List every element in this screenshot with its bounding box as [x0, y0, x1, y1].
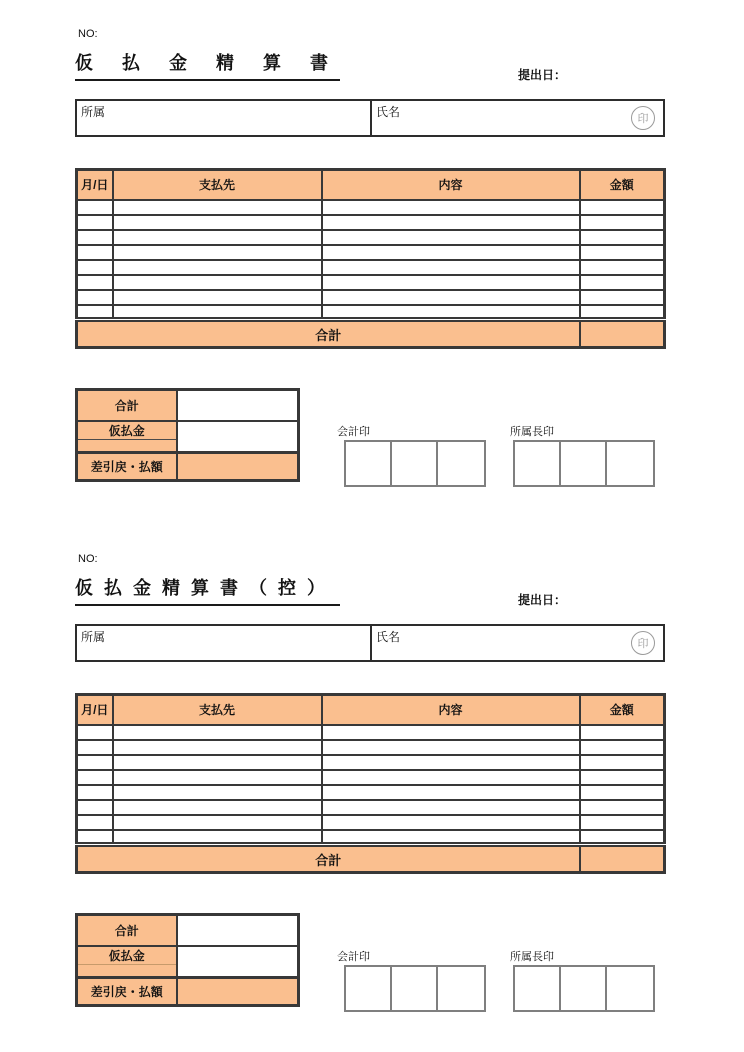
- entry-cell[interactable]: [322, 740, 580, 755]
- entry-cell[interactable]: [77, 215, 113, 230]
- table-row: [77, 725, 665, 740]
- manager-seal-box: [513, 440, 655, 487]
- table-row: [77, 230, 665, 245]
- department-label: 所属: [81, 105, 106, 119]
- entry-cell[interactable]: [322, 725, 580, 740]
- summary-balance-label: 差引戻・払額: [77, 452, 177, 480]
- submit-date-label: 提出日：: [518, 593, 567, 607]
- summary-total-cell[interactable]: [177, 390, 299, 421]
- summary-total-label: 合計: [77, 390, 177, 421]
- entry-cell[interactable]: [113, 230, 322, 245]
- column-header-amount: 金額: [580, 695, 665, 725]
- summary-balance-label: 差引戻・払額: [77, 977, 177, 1005]
- entry-cell[interactable]: [580, 740, 665, 755]
- accounting-seal-box: [344, 440, 486, 487]
- entry-cell[interactable]: [77, 770, 113, 785]
- submit-date-label: 提出日：: [518, 68, 567, 82]
- entry-cell[interactable]: [77, 230, 113, 245]
- table-row: [77, 770, 665, 785]
- seal-cell[interactable]: [438, 967, 484, 1010]
- table-row: [77, 815, 665, 830]
- entry-cell[interactable]: [77, 245, 113, 260]
- expense-table: [75, 168, 666, 349]
- entry-cell[interactable]: [113, 755, 322, 770]
- department-field[interactable]: [77, 101, 372, 135]
- table-row: [77, 290, 665, 305]
- entry-cell[interactable]: [580, 215, 665, 230]
- entry-cell[interactable]: [322, 260, 580, 275]
- seal-cell[interactable]: [346, 442, 392, 485]
- identity-box: [75, 624, 665, 662]
- seal-cell[interactable]: [607, 967, 653, 1010]
- entry-cell[interactable]: [580, 830, 665, 845]
- entry-cell[interactable]: [322, 815, 580, 830]
- entry-cell[interactable]: [113, 200, 322, 215]
- summary-table: [75, 913, 300, 1007]
- expense-table: [75, 693, 666, 874]
- entry-cell[interactable]: [113, 260, 322, 275]
- entry-cell[interactable]: [113, 305, 322, 320]
- table-row: [77, 200, 665, 215]
- manager-seal-label: 所属長印: [510, 951, 554, 963]
- accounting-seal-box: [344, 965, 486, 1012]
- manager-seal-box: [513, 965, 655, 1012]
- entry-cell[interactable]: [580, 260, 665, 275]
- entry-cell[interactable]: [113, 740, 322, 755]
- entry-cell[interactable]: [580, 815, 665, 830]
- seal-cell[interactable]: [561, 967, 607, 1010]
- table-row: [77, 260, 665, 275]
- header-row: [77, 170, 665, 200]
- seal-cell[interactable]: [607, 442, 653, 485]
- table-row: [77, 215, 665, 230]
- entry-cell[interactable]: [77, 815, 113, 830]
- no-label: NO:: [78, 28, 98, 40]
- entry-cell[interactable]: [77, 725, 113, 740]
- entry-cell[interactable]: [77, 275, 113, 290]
- name-field[interactable]: [372, 626, 663, 660]
- table-row: [77, 830, 665, 845]
- entry-cell[interactable]: [77, 755, 113, 770]
- entry-cell[interactable]: [580, 785, 665, 800]
- column-header-amount: 金額: [580, 170, 665, 200]
- accounting-seal-label: 会計印: [337, 426, 370, 438]
- department-label: 所属: [81, 630, 106, 644]
- table-row: [77, 245, 665, 260]
- table-row: [77, 740, 665, 755]
- entry-cell[interactable]: [322, 230, 580, 245]
- total-label: 合計: [77, 845, 580, 873]
- entry-cell[interactable]: [113, 290, 322, 305]
- entry-cell[interactable]: [580, 275, 665, 290]
- entry-cell[interactable]: [580, 290, 665, 305]
- summary-advance-label: 仮払金: [77, 946, 177, 965]
- seal-icon: 印: [631, 106, 655, 130]
- summary-total-label: 合計: [77, 915, 177, 946]
- entry-cell[interactable]: [322, 245, 580, 260]
- summary-balance-cell[interactable]: [177, 977, 299, 1005]
- entry-cell[interactable]: [322, 785, 580, 800]
- total-label: 合計: [77, 320, 580, 348]
- entry-cell[interactable]: [580, 245, 665, 260]
- column-header-date: 月/日: [77, 695, 113, 725]
- entry-cell[interactable]: [322, 200, 580, 215]
- entry-cell[interactable]: [580, 725, 665, 740]
- entry-cell[interactable]: [322, 290, 580, 305]
- entry-cell[interactable]: [322, 770, 580, 785]
- name-label: 氏名: [376, 630, 401, 644]
- entry-cell[interactable]: [77, 740, 113, 755]
- page-title: 仮 払 金 精 算 書: [75, 50, 340, 81]
- entry-cell[interactable]: [113, 815, 322, 830]
- entry-cell[interactable]: [580, 305, 665, 320]
- name-field[interactable]: [372, 101, 663, 135]
- summary-balance-cell[interactable]: [177, 452, 299, 480]
- seal-cell[interactable]: [438, 442, 484, 485]
- entry-cell[interactable]: [580, 800, 665, 815]
- entry-cell[interactable]: [113, 725, 322, 740]
- entry-cell[interactable]: [77, 800, 113, 815]
- table-row: [77, 305, 665, 320]
- entry-cell[interactable]: [322, 755, 580, 770]
- entry-cell[interactable]: [77, 830, 113, 845]
- entry-cell[interactable]: [580, 200, 665, 215]
- no-label: NO:: [78, 553, 98, 565]
- table-row: [77, 785, 665, 800]
- department-field[interactable]: [77, 626, 372, 660]
- summary-advance-sub-cell: [77, 964, 177, 977]
- entry-cell[interactable]: [322, 830, 580, 845]
- total-row: [77, 845, 665, 873]
- summary-advance-cell[interactable]: [177, 946, 299, 978]
- form-copy: [0, 525, 744, 1052]
- entry-cell[interactable]: [580, 230, 665, 245]
- seal-cell[interactable]: [392, 967, 438, 1010]
- entry-cell[interactable]: [113, 785, 322, 800]
- entry-cell[interactable]: [322, 215, 580, 230]
- entry-cell[interactable]: [77, 305, 113, 320]
- seal-cell[interactable]: [561, 442, 607, 485]
- summary-total-cell[interactable]: [177, 915, 299, 946]
- total-amount-cell[interactable]: [580, 845, 665, 873]
- entry-cell[interactable]: [77, 260, 113, 275]
- entry-cell[interactable]: [580, 770, 665, 785]
- seal-cell[interactable]: [515, 967, 561, 1010]
- entry-cell[interactable]: [113, 830, 322, 845]
- seal-cell[interactable]: [392, 442, 438, 485]
- entry-cell[interactable]: [322, 800, 580, 815]
- entry-cell[interactable]: [113, 800, 322, 815]
- entry-cell[interactable]: [580, 755, 665, 770]
- entry-cell[interactable]: [77, 785, 113, 800]
- seal-icon: 印: [631, 631, 655, 655]
- summary-table: [75, 388, 300, 482]
- entry-cell[interactable]: [77, 290, 113, 305]
- total-amount-cell[interactable]: [580, 320, 665, 348]
- column-header-payee: 支払先: [113, 695, 322, 725]
- identity-box: [75, 99, 665, 137]
- entry-cell[interactable]: [322, 305, 580, 320]
- name-label: 氏名: [376, 105, 401, 119]
- manager-seal-label: 所属長印: [510, 426, 554, 438]
- table-row: [77, 755, 665, 770]
- column-header-description: 内容: [322, 170, 580, 200]
- summary-advance-sub-cell: [77, 439, 177, 452]
- header-row: [77, 695, 665, 725]
- table-row: [77, 275, 665, 290]
- total-row: [77, 320, 665, 348]
- entry-cell[interactable]: [113, 215, 322, 230]
- accounting-seal-label: 会計印: [337, 951, 370, 963]
- summary-advance-label: 仮払金: [77, 421, 177, 440]
- summary-advance-cell[interactable]: [177, 421, 299, 453]
- column-header-description: 内容: [322, 695, 580, 725]
- entry-cell[interactable]: [113, 770, 322, 785]
- entry-cell[interactable]: [322, 275, 580, 290]
- entry-cell[interactable]: [113, 275, 322, 290]
- table-row: [77, 800, 665, 815]
- column-header-payee: 支払先: [113, 170, 322, 200]
- entry-cell[interactable]: [113, 245, 322, 260]
- column-header-date: 月/日: [77, 170, 113, 200]
- seal-cell[interactable]: [515, 442, 561, 485]
- entry-cell[interactable]: [77, 200, 113, 215]
- page-title-copy: 仮 払 金 精 算 書 （ 控 ）: [75, 575, 340, 606]
- seal-cell[interactable]: [346, 967, 392, 1010]
